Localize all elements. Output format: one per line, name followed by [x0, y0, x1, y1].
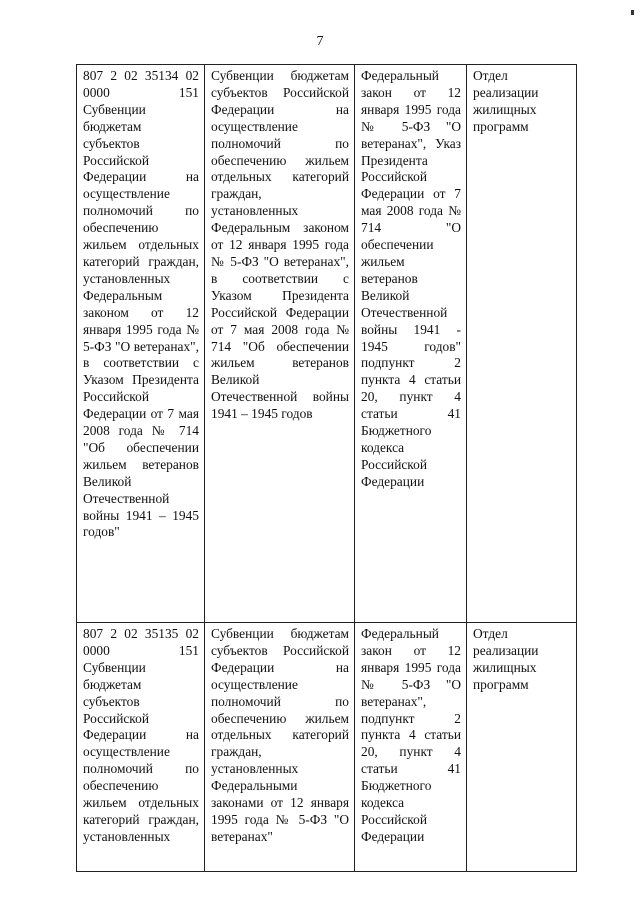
budget-table — [76, 64, 577, 872]
department-text: Отдел реализации жилищных программ — [473, 68, 539, 134]
department-text: Отдел реализации жилищных программ — [473, 626, 539, 692]
table-row — [77, 623, 577, 872]
legal-basis-text: Федеральный закон от 12 января 1995 года № 5-ФЗ "О ветеранах", Указ Президента Российской Федерации от 7 мая 2008 года № 714 "О обеспечении жильем ветеранов Великой Отечественной войны 1941 - 1945 годов" подпункт 2 пункта 4 статьи 20, пункт 4 статьи 41 Бюджетного кодекса Российской Федерации — [361, 68, 461, 489]
department-cell — [467, 623, 577, 872]
code-cell — [77, 623, 205, 872]
description-text: Субвенции бюджетам субъектов Российской Федерации на осуществление полномочий по обеспечению жильем отдельных категорий граждан, установленных Федеральным законом от 12 января 1995 года № 5-ФЗ "О ветеранах", в соответствии с Указом Президента Российской Федерации от 7 мая 2008 года № 714 "Об обеспечении жильем ветеранов Великой Отечественной войны 1941 – 1945 годов — [211, 68, 349, 422]
code-description-text: 807 2 02 35135 02 0000 151 Субвенции бюджетам субъектов Российской Федерации на осуществление полномочий по обеспечению жильем отдельных категорий граждан, установленных — [83, 626, 199, 844]
page-number: 7 — [316, 34, 324, 49]
department-cell — [467, 65, 577, 623]
table-row — [77, 65, 577, 623]
code-cell — [77, 65, 205, 623]
legal-basis-cell — [355, 623, 467, 872]
legal-basis-cell — [355, 65, 467, 623]
legal-basis-text: Федеральный закон от 12 января 1995 года № 5-ФЗ "О ветеранах", подпункт 2 пункта 4 статьи 20, пункт 4 статьи 41 Бюджетного кодекса Российской Федерации — [361, 626, 461, 844]
description-cell — [205, 623, 355, 872]
description-text: Субвенции бюджетам субъектов Российской Федерации на осуществление полномочий по обеспечению жильем отдельных категорий граждан, установленных Федеральными законами от 12 января 1995 года № 5-ФЗ "О ветеранах" — [211, 626, 349, 844]
scan-mark — [631, 10, 634, 15]
code-description-text: 807 2 02 35134 02 0000 151 Субвенции бюджетам субъектов Российской Федерации на осуществление полномочий по обеспечению жильем отдельных категорий граждан, установленных Федеральным законом от 12 января 1995 года № 5-ФЗ "О ветеранах", в соответствии с Указом Президента Российской Федерации от 7 мая 2008 года № 714 "Об обеспечении жильем ветеранов Великой Отечественной войны 1941 – 1945 годов" — [83, 68, 199, 540]
description-cell — [205, 65, 355, 623]
